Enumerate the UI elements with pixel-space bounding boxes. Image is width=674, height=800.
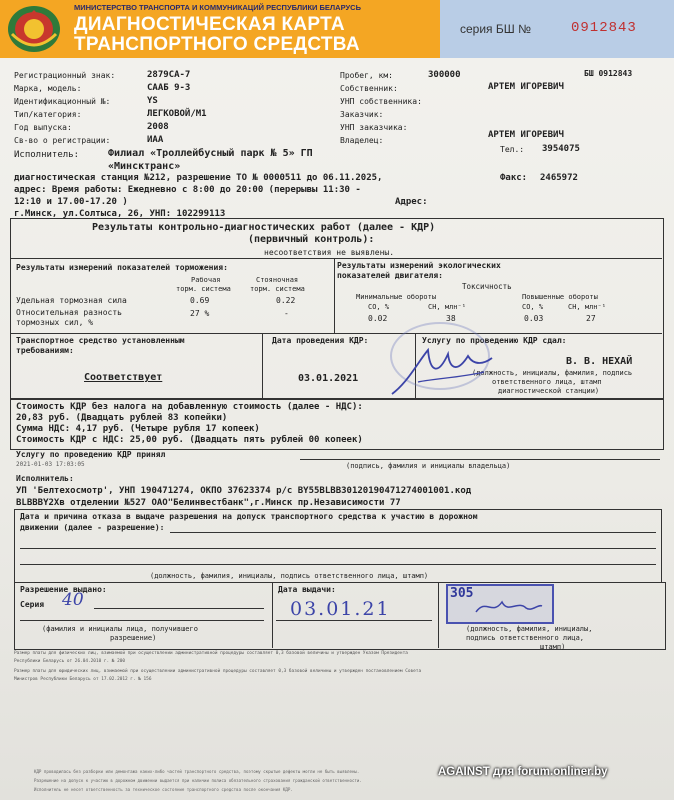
col-parking-1: Стояночная bbox=[256, 276, 299, 284]
permit-caption-2: разрешение) bbox=[110, 634, 157, 642]
reg-value: 2879СА-7 bbox=[147, 70, 191, 80]
ch-max-value: 27 bbox=[586, 314, 596, 323]
permit-series-label: Серия bbox=[20, 600, 45, 609]
note-line2: Разрешение на допуск к участию в дорожном движении выдается при наличии полиса обязательного страхования гражданской ответственности. bbox=[34, 778, 362, 783]
permit-signature-icon bbox=[474, 594, 544, 618]
service-caption-2: ответственного лица, штамп bbox=[492, 378, 602, 386]
results-title-line1: Результаты контрольно-диагностических работ (далее - КДР) bbox=[92, 222, 436, 233]
co-min-label: CO, % bbox=[368, 303, 390, 311]
conclusion-divider bbox=[10, 333, 662, 334]
refusal-line-a bbox=[170, 532, 656, 533]
permit-series-line bbox=[94, 608, 264, 609]
permit-sign-caption-3: штамп) bbox=[540, 643, 566, 651]
results-divider bbox=[10, 258, 662, 259]
station-line: диагностическая станция №212, разрешение ТО № 0000511 до 06.11.2025, bbox=[14, 173, 383, 183]
hours-line1: адрес: Время работы: Ежедневно с 8:00 до 20:00 (перерывы 11:30 - bbox=[14, 185, 361, 195]
fee-line2: Республики Беларусь от 26.04.2010 г. № 200 bbox=[14, 659, 126, 664]
refusal-line1: Дата и причина отказа в выдаче разрешения на допуск транспортного средства к участию в дорожном bbox=[20, 512, 478, 521]
issue-date-line bbox=[276, 620, 432, 621]
brake-force-parking: 0.22 bbox=[276, 296, 296, 305]
cost-line1: Стоимость КДР без налога на добавленную стоимость (далее - НДС): bbox=[16, 402, 363, 412]
kdr-date-label: Дата проведения КДР: bbox=[272, 336, 369, 345]
col-parking-2: торм. система bbox=[250, 285, 305, 293]
permit-sign-caption-1: (должность, фамилия, инициалы, bbox=[466, 625, 593, 633]
series-label: серия БШ № bbox=[460, 22, 531, 36]
co-min-value: 0.02 bbox=[368, 314, 388, 323]
executor-name-line1: Филиал «Троллейбусный парк № 5» ГП bbox=[108, 148, 313, 159]
mileage-value: 300000 bbox=[428, 70, 461, 80]
unp-owner-label: УНП собственника: bbox=[340, 97, 422, 106]
brake-diff-label-2: тормозных сил, % bbox=[16, 318, 94, 327]
conform-label-1: Транспортное средство установленным bbox=[16, 336, 185, 345]
service-caption-1: (должность, инициалы, фамилия, подпись bbox=[472, 369, 633, 377]
owner-caption: (подпись, фамилия и инициалы владельца) bbox=[346, 462, 511, 470]
brake-diff-working: 27 % bbox=[190, 309, 210, 318]
toxicity-label: Токсичность bbox=[462, 282, 512, 291]
issue-date-label: Дата выдачи: bbox=[278, 585, 336, 594]
co-max-value: 0.03 bbox=[524, 314, 544, 323]
fee-line1: Размер платы для физических лиц, взимаемой при осуществлении административной процедуры составляет 0,3 базовой величины и утвержден Указом Президента bbox=[14, 651, 408, 656]
permit-sign-caption-2: подпись ответственного лица, bbox=[466, 634, 585, 642]
service-label: Услугу по проведению КДР сдал: bbox=[422, 336, 567, 345]
contractor-line2: BLBBBY2Xв отделении №527 ОАО"Белинвестбанк",г.Минск пр.Независимости 77 bbox=[16, 498, 401, 508]
reg-label: Регистрационный знак: bbox=[14, 71, 116, 80]
ch-min-value: 38 bbox=[446, 314, 456, 323]
col-working-1: Рабочая bbox=[191, 276, 221, 284]
service-caption-3: диагностической станции) bbox=[498, 387, 600, 395]
phone-label: Тел.: bbox=[500, 145, 525, 154]
permit-series-value: 40 bbox=[62, 590, 84, 610]
brake-diff-label-1: Относительная разность bbox=[16, 308, 122, 317]
ministry-name: МИНИСТЕРСТВО ТРАНСПОРТА И КОММУНИКАЦИЙ РЕСПУБЛИКИ БЕЛАРУСЬ bbox=[74, 3, 361, 12]
refusal-line-c bbox=[20, 564, 656, 565]
contractor-label: Исполнитель: bbox=[16, 474, 74, 483]
accepted-timestamp: 2021-01-03 17:03:05 bbox=[16, 461, 85, 468]
co-max-label: CO, % bbox=[522, 303, 544, 311]
cert-value: ИАА bbox=[147, 135, 164, 145]
permit-caption-1: (фамилия и инициалы лица, получившего bbox=[42, 625, 198, 633]
make-value: СААБ 9-3 bbox=[147, 83, 191, 93]
ch-min-label: CH, млн⁻¹ bbox=[428, 303, 466, 311]
cost-line2: 20,83 руб. (Двадцать рублей 83 копейки) bbox=[16, 413, 228, 423]
brake-force-label: Удельная тормозная сила bbox=[16, 296, 127, 305]
card-title-line1: ДИАГНОСТИЧЕСКАЯ КАРТА bbox=[74, 14, 345, 35]
note-line3: Исполнитель не несет ответственность за техническое состояние транспортного средства после окончания КДР. bbox=[34, 787, 293, 792]
state-emblem-icon bbox=[6, 4, 62, 54]
series-number: 0912843 bbox=[571, 20, 637, 36]
issue-date-value: 03.01.21 bbox=[290, 598, 391, 620]
address-label: Адрес: bbox=[395, 197, 428, 207]
conform-value: Соответствует bbox=[84, 372, 163, 383]
unp-customer-label: УНП заказчика: bbox=[340, 123, 408, 132]
executor-label: Исполнитель: bbox=[14, 150, 80, 160]
customer-label: Заказчик: bbox=[340, 110, 384, 119]
signature-icon bbox=[388, 342, 498, 402]
permit-recipient-line bbox=[20, 620, 264, 621]
card-title-line2: ТРАНСПОРТНОГО СРЕДСТВА bbox=[74, 34, 360, 55]
fax-value: 2465972 bbox=[540, 173, 578, 183]
permit-issued-label: Разрешение выдано: bbox=[20, 585, 107, 594]
type-value: ЛЕГКОВОЙ/M1 bbox=[147, 109, 207, 119]
phone-value: 3954075 bbox=[542, 144, 580, 154]
ch-max-label: CH, млн⁻¹ bbox=[568, 303, 606, 311]
results-title-line2: (первичный контроль): bbox=[248, 234, 375, 245]
refusal-line-b bbox=[20, 548, 656, 549]
fee-line4: Министров Республики Беларусь от 17.02.2012 г. № 156 bbox=[14, 677, 152, 682]
holder-value: АРТЕМ ИГОРЕВИЧ bbox=[488, 130, 564, 140]
type-label: Тип/категория: bbox=[14, 110, 82, 119]
results-col-divider bbox=[334, 258, 335, 333]
owner-value: АРТЕМ ИГОРЕВИЧ bbox=[488, 82, 564, 92]
year-value: 2008 bbox=[147, 122, 169, 132]
min-rev-label: Минимальные обороты bbox=[356, 293, 437, 301]
refusal-line2: движении (далее - разрешение): bbox=[20, 523, 165, 532]
brake-force-working: 0.69 bbox=[190, 296, 210, 305]
conform-label-2: требованиям: bbox=[16, 346, 74, 355]
executor-name-line2: «Минсктранс» bbox=[108, 161, 181, 172]
permit-col-divider-1 bbox=[272, 582, 273, 648]
brakes-title: Результаты измерений показателей торможения: bbox=[16, 263, 228, 272]
fax-label: Факс: bbox=[500, 173, 528, 183]
max-rev-label: Повышенные обороты bbox=[522, 293, 598, 301]
conclusion-col-divider-1 bbox=[262, 333, 263, 398]
cert-label: Св-во о регистрации: bbox=[14, 136, 111, 145]
brake-diff-parking: - bbox=[284, 309, 289, 318]
kdr-date-value: 03.01.2021 bbox=[298, 373, 359, 384]
col-working-2: торм. система bbox=[176, 285, 231, 293]
year-label: Год выпуска: bbox=[14, 123, 72, 132]
cost-line3: Сумма НДС: 4,17 руб. (Четыре рубля 17 копеек) bbox=[16, 424, 260, 434]
vin-value: YS bbox=[147, 96, 158, 106]
forum-watermark: AGAINST для forum.onliner.by bbox=[438, 766, 608, 778]
contractor-line1: УП 'Белтехосмотр', УНП 190471274, ОКПО 37623374 р/с BY55BLBB30120190471274001001.код bbox=[16, 486, 472, 496]
holder-label: Владелец: bbox=[340, 136, 384, 145]
make-label: Марка, модель: bbox=[14, 84, 82, 93]
owner-label: Собственник: bbox=[340, 84, 398, 93]
cost-line4: Стоимость КДР с НДС: 25,00 руб. (Двадцать пять рублей 00 копеек) bbox=[16, 435, 363, 445]
eco-title-1: Результаты измерений экологических bbox=[337, 261, 501, 270]
hours-line2: 12:10 и 17.00-17.20 ) bbox=[14, 197, 128, 207]
accepted-label: Услугу по проведению КДР принял bbox=[16, 450, 166, 459]
corner-number: БШ 0912843 bbox=[584, 69, 633, 78]
fee-line3: Размер платы для юридических лиц, взимаемой при осуществлении административной процедуры составляет 0,3 базовой величины и утвержден постановлением Совета bbox=[14, 669, 422, 674]
eco-title-2: показателей двигателя: bbox=[337, 271, 443, 280]
service-name: В. В. НЕХАЙ bbox=[566, 356, 633, 367]
note-line1: КДР проводилась без разборки или демонтажа каких-либо частей транспортного средства, поэтому скрытые дефекты могли не быть выявлены. bbox=[34, 769, 360, 774]
permit-col-divider-2 bbox=[438, 582, 439, 648]
refusal-caption: (должность, фамилия, инициалы, подпись ответственного лица, штамп) bbox=[150, 572, 429, 580]
owner-sign-line bbox=[300, 459, 660, 460]
no-defects-text: несоответствия не выявлены. bbox=[264, 248, 395, 257]
address-line: г.Минск, ул.Солтыса, 26, УНП: 102299113 bbox=[14, 209, 226, 219]
mileage-label: Пробег, км: bbox=[340, 71, 393, 80]
permit-stamp-number: 305 bbox=[450, 586, 474, 601]
vin-label: Идентификационный №: bbox=[14, 97, 111, 106]
